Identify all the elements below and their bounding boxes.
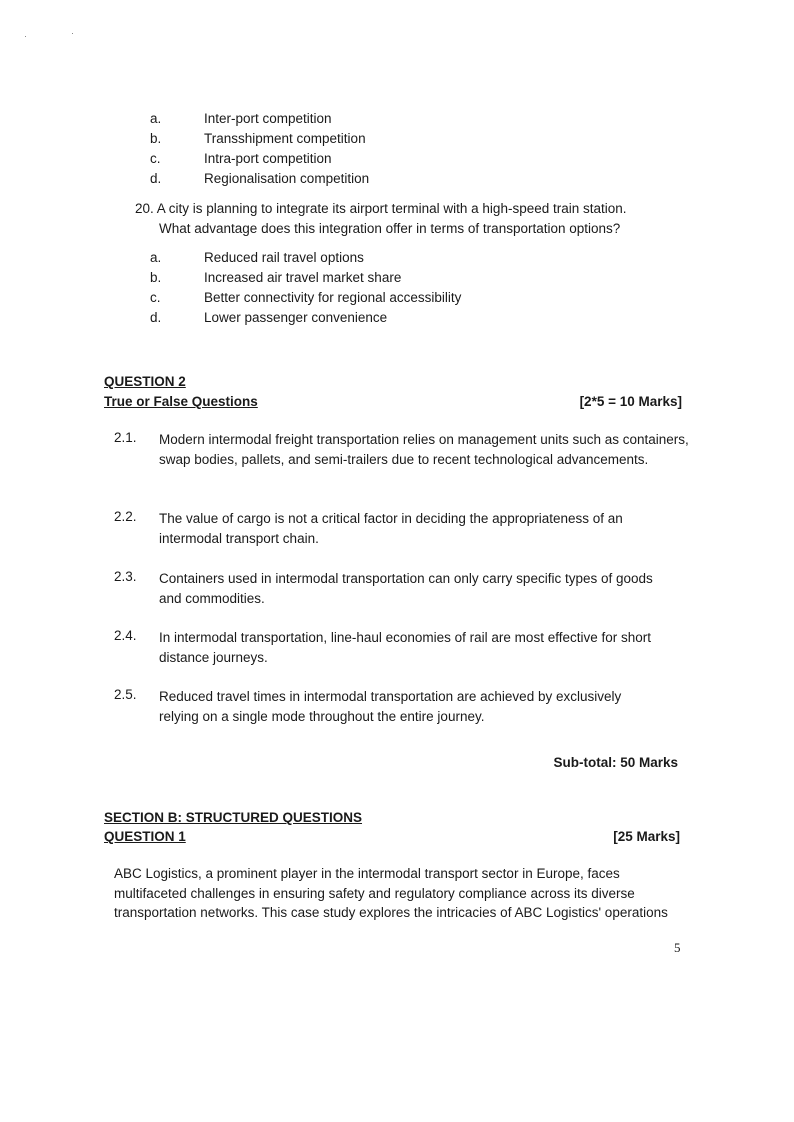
option-letter: a.	[150, 250, 162, 265]
scan-speck	[25, 36, 26, 37]
item-text: In intermodal transportation, line-haul economies of rail are most effective for short distance journeys.	[159, 630, 651, 665]
question-2-heading: QUESTION 2	[104, 374, 186, 389]
case-study-paragraph: ABC Logistics, a prominent player in the intermodal transport sector in Europe, faces multifaceted challenges in ensuring safety and regulatory compliance across its diverse transportation networks. This case study explores the intricacies of ABC Logistics' operations	[114, 866, 668, 920]
option-letter: d.	[150, 171, 162, 186]
true-false-subheading: True or False Questions	[104, 394, 258, 409]
page-number: 5	[674, 940, 681, 955]
item-text: Modern intermodal freight transportation relies on management units such as containers, swap bodies, pallets, and semi-trailers due to recent technological advancements.	[159, 432, 689, 467]
option-text: Regionalisation competition	[204, 171, 370, 186]
item-number: 2.4.	[114, 628, 137, 643]
option-letter: d.	[150, 310, 162, 325]
option-text: Reduced rail travel options	[204, 250, 364, 265]
section-b-heading: SECTION B: STRUCTURED QUESTIONS	[104, 810, 363, 825]
scan-speck	[72, 33, 73, 34]
section-b-question-1-heading: QUESTION 1	[104, 829, 186, 844]
option-letter: b.	[150, 270, 162, 285]
item-text: Containers used in intermodal transportation can only carry specific types of goods and commodities.	[159, 571, 653, 606]
question-2-marks: [2*5 = 10 Marks]	[579, 394, 682, 409]
option-letter: a.	[150, 111, 162, 126]
option-letter: c.	[150, 151, 161, 166]
question-20-line1: 20. A city is planning to integrate its airport terminal with a high-speed train station.	[135, 201, 627, 216]
item-number: 2.5.	[114, 687, 137, 702]
question-20-line2: What advantage does this integration offer in terms of transportation options?	[159, 221, 621, 236]
option-text: Better connectivity for regional accessibility	[204, 290, 462, 305]
option-text: Intra-port competition	[204, 151, 332, 166]
option-text: Increased air travel market share	[204, 270, 402, 285]
item-number: 2.2.	[114, 509, 137, 524]
subtotal: Sub-total: 50 Marks	[553, 755, 678, 770]
item-number: 2.3.	[114, 569, 137, 584]
item-text: The value of cargo is not a critical factor in deciding the appropriateness of an intermodal transport chain.	[159, 511, 623, 546]
option-text: Transshipment competition	[204, 131, 366, 146]
option-text: Lower passenger convenience	[204, 310, 388, 325]
option-text: Inter-port competition	[204, 111, 332, 126]
item-number: 2.1.	[114, 430, 137, 445]
option-letter: b.	[150, 131, 162, 146]
section-b-question-1-marks: [25 Marks]	[613, 829, 680, 844]
item-text: Reduced travel times in intermodal transportation are achieved by exclusively relying on a single mode throughout the entire journey.	[159, 689, 622, 724]
option-letter: c.	[150, 290, 161, 305]
